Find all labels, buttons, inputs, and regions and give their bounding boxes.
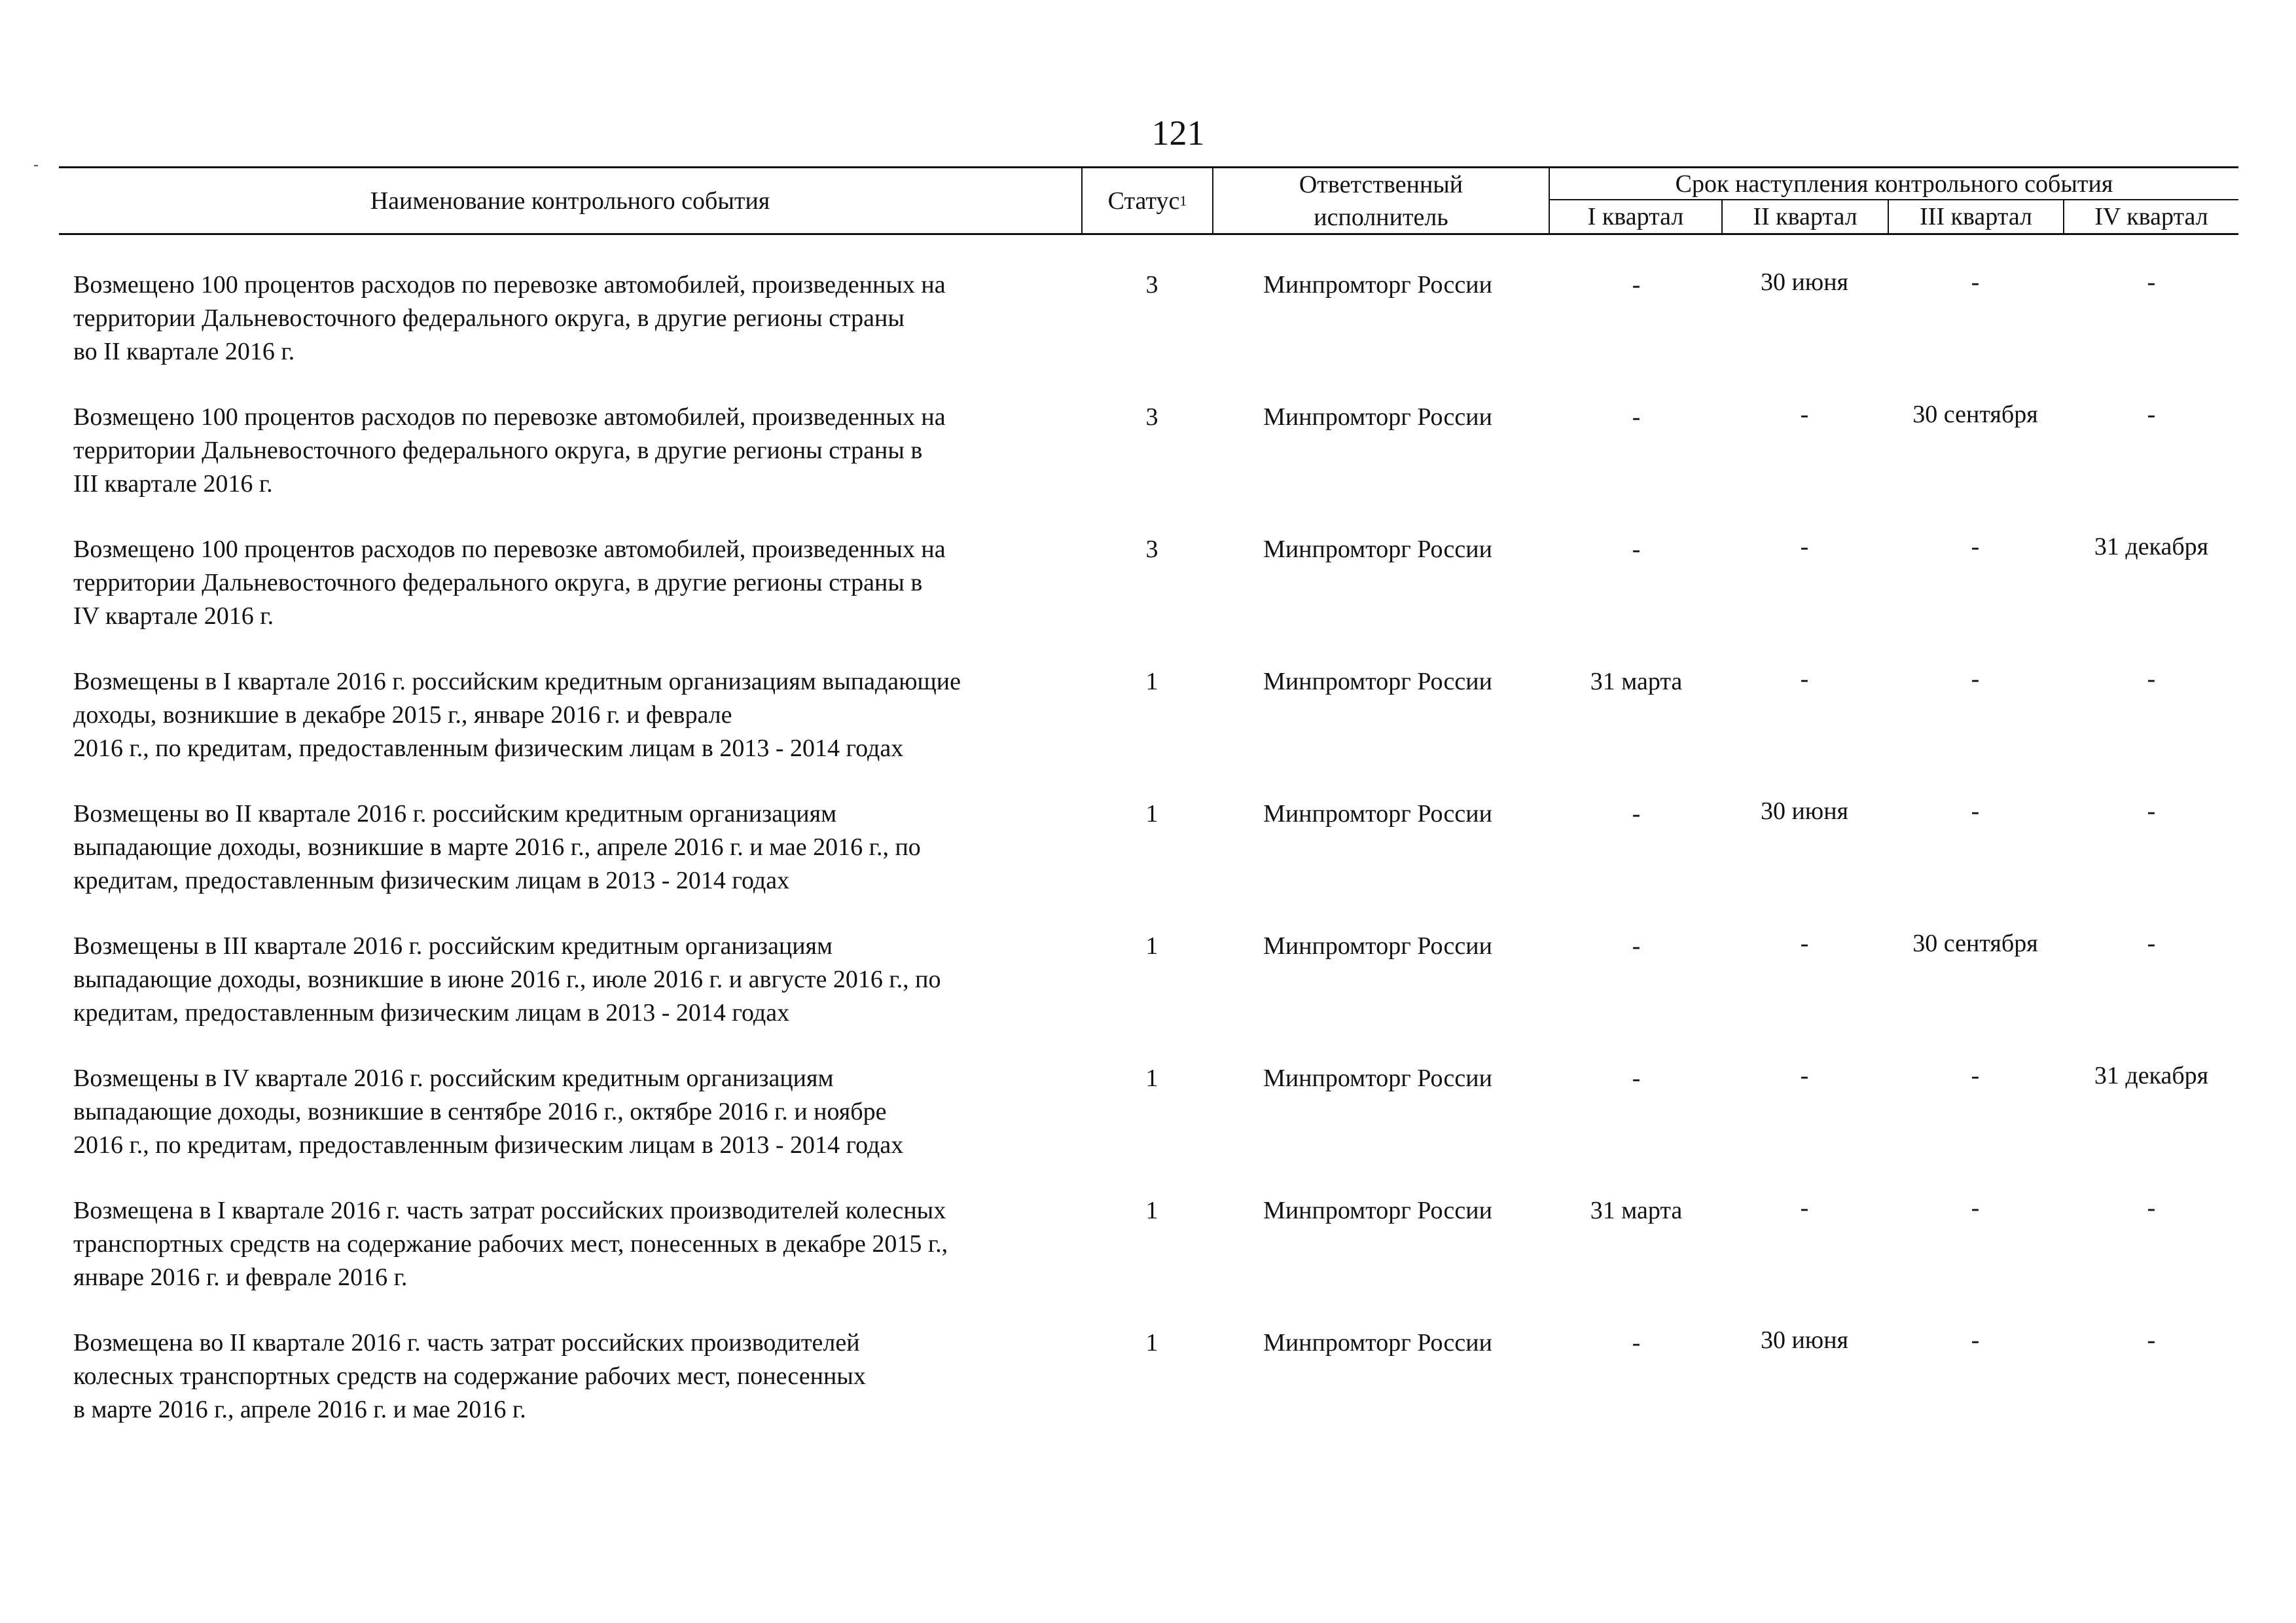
event-name: Возмещена во II квартале 2016 г. часть затрат российских производителей колесных транспортных средств на содержание рабочих мест, понесенных в марте 2016 г., апреле 2016 г. и мае 2016 г. [73,1329,866,1423]
event-executor: Минпромторг России [1263,271,1492,299]
event-name: Возмещены в I квартале 2016 г. российским кредитным организациям выпадающие доходы, возникшие в декабре 2015 г., январе 2016 г. и феврале 2016 г., по кредитам, предоставленным физическим лицам в 2013 - 2014 годах [73,668,961,762]
table-row [0,665,2296,797]
event-q4: - [2147,268,2156,296]
event-q2: - [1800,930,1809,957]
event-q3: - [1971,533,1980,560]
header-executor: Ответственный исполнитель [1299,171,1463,231]
header-bottom-rule [59,233,2238,235]
event-name: Возмещено 100 процентов расходов по перевозке автомобилей, произведенных на территории Дальневосточного федерального округа, в другие регионы страны во II квартале 2016 г. [73,271,946,365]
header-status-label: Статус [1107,187,1180,215]
event-executor: Минпромторг России [1263,1329,1492,1357]
event-name: Возмещены в III квартале 2016 г. российским кредитным организациям выпадающие доходы, возникшие в июне 2016 г., июле 2016 г. и августе 2016 г., по кредитам, предоставленным физическим лицам в 2013 - 2014 годах [73,932,941,1027]
event-q2: - [1800,1194,1809,1222]
event-q2: - [1800,533,1809,560]
event-status: 3 [1145,536,1158,563]
event-q2: 30 июня [1760,1326,1849,1354]
event-q3: - [1971,665,1980,693]
event-status: 1 [1145,800,1158,828]
event-q3: - [1971,268,1980,296]
scan-mark [34,165,38,166]
event-q1: 31 марта [1590,668,1683,695]
table-row [0,1326,2296,1459]
header-quarter-4: IV квартал [2094,203,2208,230]
table-row [0,1062,2296,1194]
table-row [0,797,2296,930]
event-q1: - [1632,403,1641,431]
event-q2: 30 июня [1760,797,1849,825]
event-executor: Минпромторг России [1263,1197,1492,1224]
event-executor: Минпромторг России [1263,403,1492,431]
event-status: 3 [1145,271,1158,299]
event-name: Возмещены в IV квартале 2016 г. российским кредитным организациям выпадающие доходы, возникшие в сентябре 2016 г., октябре 2016 г. и ноябре 2016 г., по кредитам, предоставленным физическим лицам в 2013 - 2014 годах [73,1065,904,1159]
header-quarter-2: II квартал [1753,203,1857,230]
event-q2: - [1800,665,1809,693]
header-top-rule [59,166,2238,168]
event-status: 3 [1145,403,1158,431]
event-status: 1 [1145,668,1158,695]
header-status [1083,169,1212,233]
event-status: 1 [1145,1329,1158,1357]
event-q3: - [1971,1194,1980,1222]
event-status: 1 [1145,1065,1158,1092]
table-row [0,401,2296,533]
event-executor: Минпромторг России [1263,668,1492,695]
header-quarter-3: III квартал [1920,203,2032,230]
event-q1: - [1632,1065,1641,1092]
header-name: Наименование контрольного события [370,187,770,215]
event-q2: - [1800,1062,1809,1089]
event-q1: - [1632,271,1641,299]
event-q2: - [1800,401,1809,428]
table-row [0,930,2296,1062]
event-q1: - [1632,1329,1641,1357]
event-q3: - [1971,797,1980,825]
event-executor: Минпромторг России [1263,800,1492,828]
event-q3: 30 сентября [1912,930,2038,957]
event-name: Возмещено 100 процентов расходов по перевозке автомобилей, произведенных на территории Дальневосточного федерального округа, в другие регионы страны в IV квартале 2016 г. [73,536,946,630]
event-executor: Минпромторг России [1263,932,1492,960]
event-q4: 31 декабря [2094,533,2209,560]
table-row [0,268,2296,401]
header-quarter-1: I квартал [1587,203,1684,230]
event-status: 1 [1145,1197,1158,1224]
event-status: 1 [1145,932,1158,960]
event-q3: - [1971,1326,1980,1354]
event-q4: - [2147,401,2156,428]
event-q4: - [2147,797,2156,825]
event-executor: Минпромторг России [1263,536,1492,563]
event-name: Возмещено 100 процентов расходов по перевозке автомобилей, произведенных на территории Дальневосточного федерального округа, в другие регионы страны в III квартале 2016 г. [73,403,946,498]
table-row [0,1194,2296,1326]
event-executor: Минпромторг России [1263,1065,1492,1092]
event-q2: 30 июня [1760,268,1849,296]
event-q4: - [2147,665,2156,693]
event-q1: - [1632,536,1641,563]
event-name: Возмещены во II квартале 2016 г. российским кредитным организациям выпадающие доходы, возникшие в марте 2016 г., апреле 2016 г. и мае 2016 г., по кредитам, предоставленным физическим лицам в 2013 - 2014 годах [73,800,921,894]
event-q1: 31 марта [1590,1197,1683,1224]
event-q4: 31 декабря [2094,1062,2209,1089]
header-deadline: Срок наступления контрольного события [1675,170,2113,198]
table-row [0,533,2296,665]
page-number: 121 [1151,113,1205,153]
event-q4: - [2147,1194,2156,1222]
event-q3: 30 сентября [1912,401,2038,428]
event-q1: - [1632,800,1641,828]
event-q4: - [2147,1326,2156,1354]
event-q4: - [2147,930,2156,957]
events-table-body [0,268,2296,1459]
event-q1: - [1632,932,1641,960]
event-name: Возмещена в I квартале 2016 г. часть затрат российских производителей колесных транспортных средств на содержание рабочих мест, понесенных в декабре 2015 г., январе 2016 г. и феврале 2016 г. [73,1197,948,1291]
header-status-footnote: 1 [1179,192,1187,209]
event-q3: - [1971,1062,1980,1089]
